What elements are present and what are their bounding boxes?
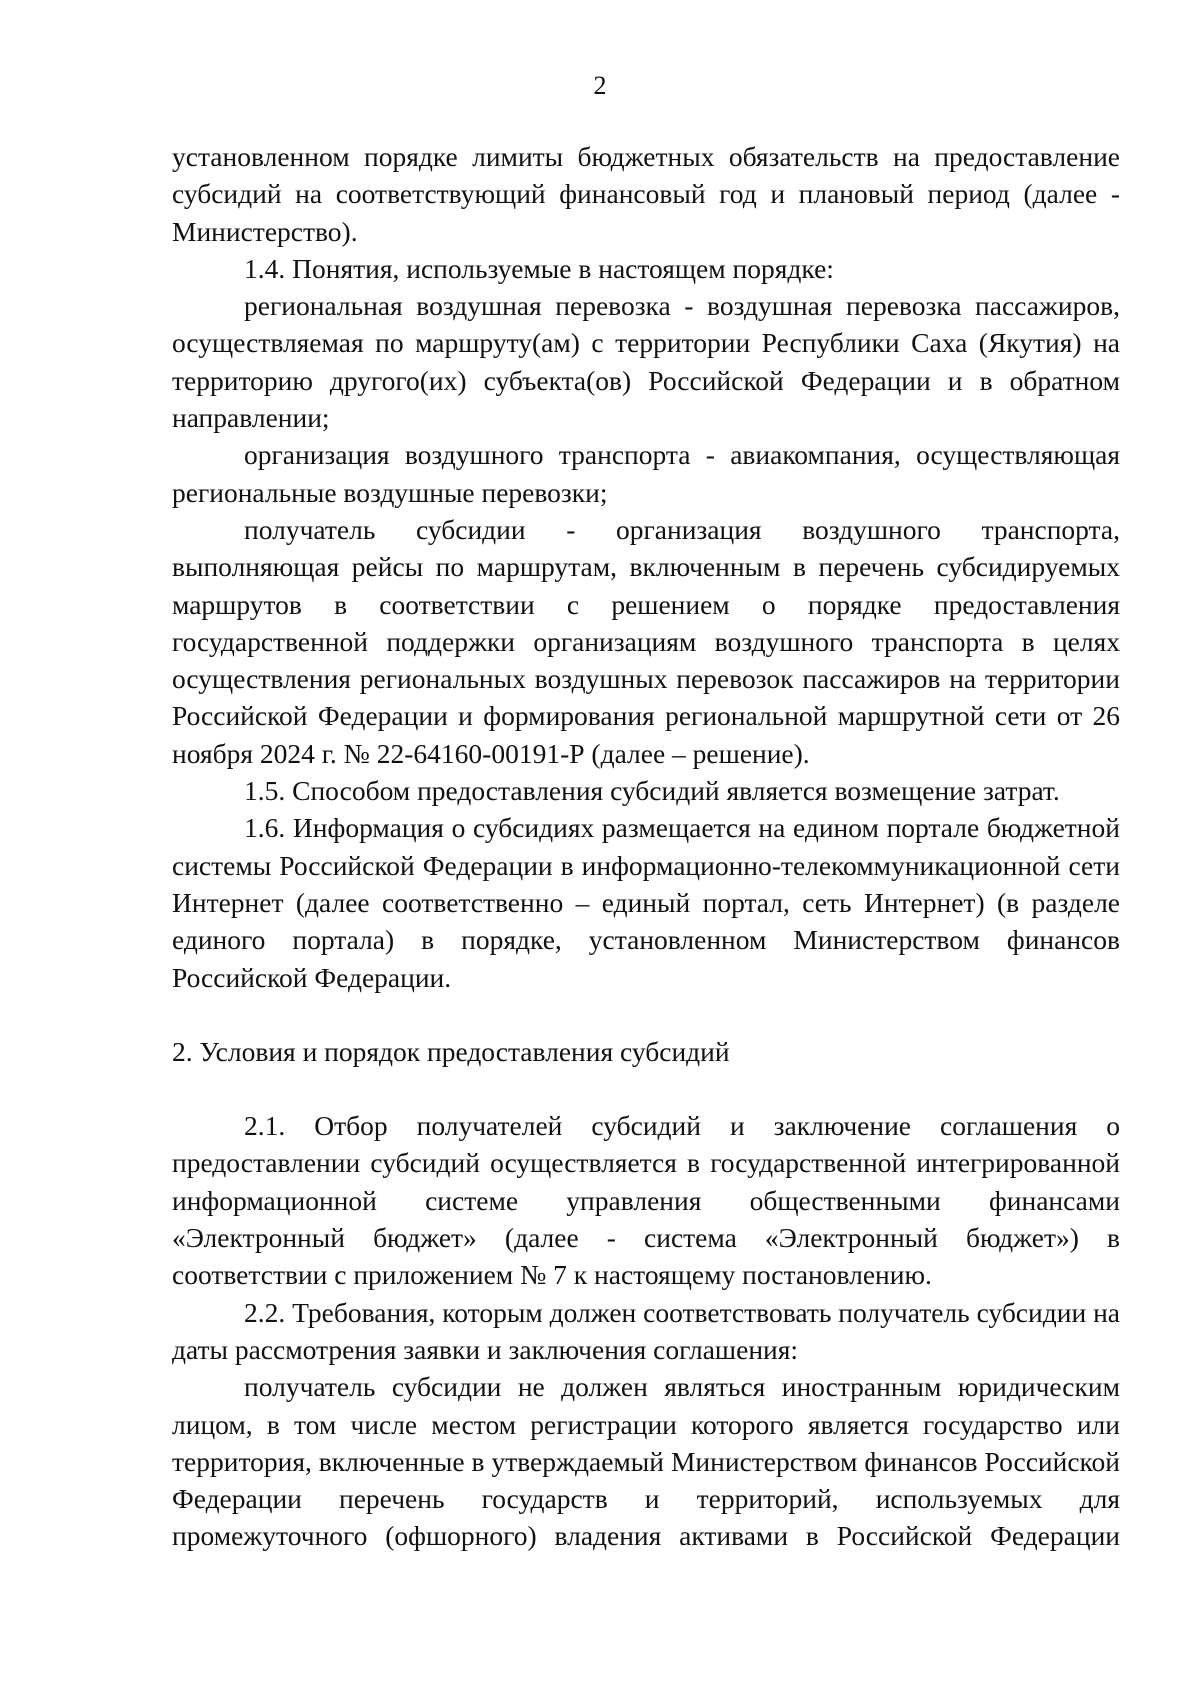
definition-regional-air-transport: региональная воздушная перевозка - воздушная перевозка пассажиров, осуществляемая по маршруту(ам) с территории Республики Саха (Якутия) на территорию другого(их) субъекта(ов) Российской Федерации и в обратном направлении; [172,290,1120,434]
page-number: 2 [593,71,607,100]
definition-subsidy-recipient: получатель субсидии - организация воздушного транспорта, выполняющая рейсы по маршрутам, включенным в перечень субсидируемых маршрутов в соответствии с решением о порядке предоставления государственной поддержки организациям воздушного транспорта в целях осуществления региональных воздушных перевозок пассажиров на территории Российской Федерации и формирования региональной маршрутной сети от 26 ноября 2024 г. № 22-64160-00191-Р (далее – решение). [172,513,1120,769]
paragraph-requirement: получатель субсидии не должен являться иностранным юридическим лицом, в том числе местом регистрации которого является государство или территория, включенные в утверждаемый Министерством финансов Российской Федерации перечень государств и территорий, используемых для промежуточного (офшорного) владения активами в Российской Федерации [172,1371,1120,1552]
paragraph-1-5: 1.5. Способом предоставления субсидий является возмещение затрат. [244,775,1060,807]
paragraph-2-2: 2.2. Требования, которым должен соответствовать получатель субсидии на даты рассмотрения заявки и заключения соглашения: [172,1296,1120,1365]
paragraph-1-6: 1.6. Информация о субсидиях размещается на едином портале бюджетной системы Российской Федерации в информационно-телекоммуникационной сети Интернет (далее соответственно – единый портал, сеть Интернет) (в разделе единого портала) в порядке, установленном Министерством финансов Российской Федерации. [172,812,1120,993]
paragraph-1-4: 1.4. Понятия, используемые в настоящем порядке: [244,252,834,284]
document-body [172,138,1120,1555]
definition-air-transport-organization: организация воздушного транспорта - авиакомпания, осуществляющая региональные воздушные перевозки; [172,439,1120,508]
paragraph-continuation: установленном порядке лимиты бюджетных обязательств на предоставление субсидий на соответствующий финансовый год и плановый период (далее - Министерство). [172,141,1120,247]
paragraph-2-1: 2.1. Отбор получателей субсидий и заключение соглашения о предоставлении субсидий осуществляется в государственной интегрированной информационной системе управления общественными финансами «Электронный бюджет» (далее - система «Электронный бюджет») в соответствии с приложением № 7 к настоящему постановлению. [172,1110,1120,1291]
section-heading: 2. Условия и порядок предоставления субсидий [172,1035,730,1067]
